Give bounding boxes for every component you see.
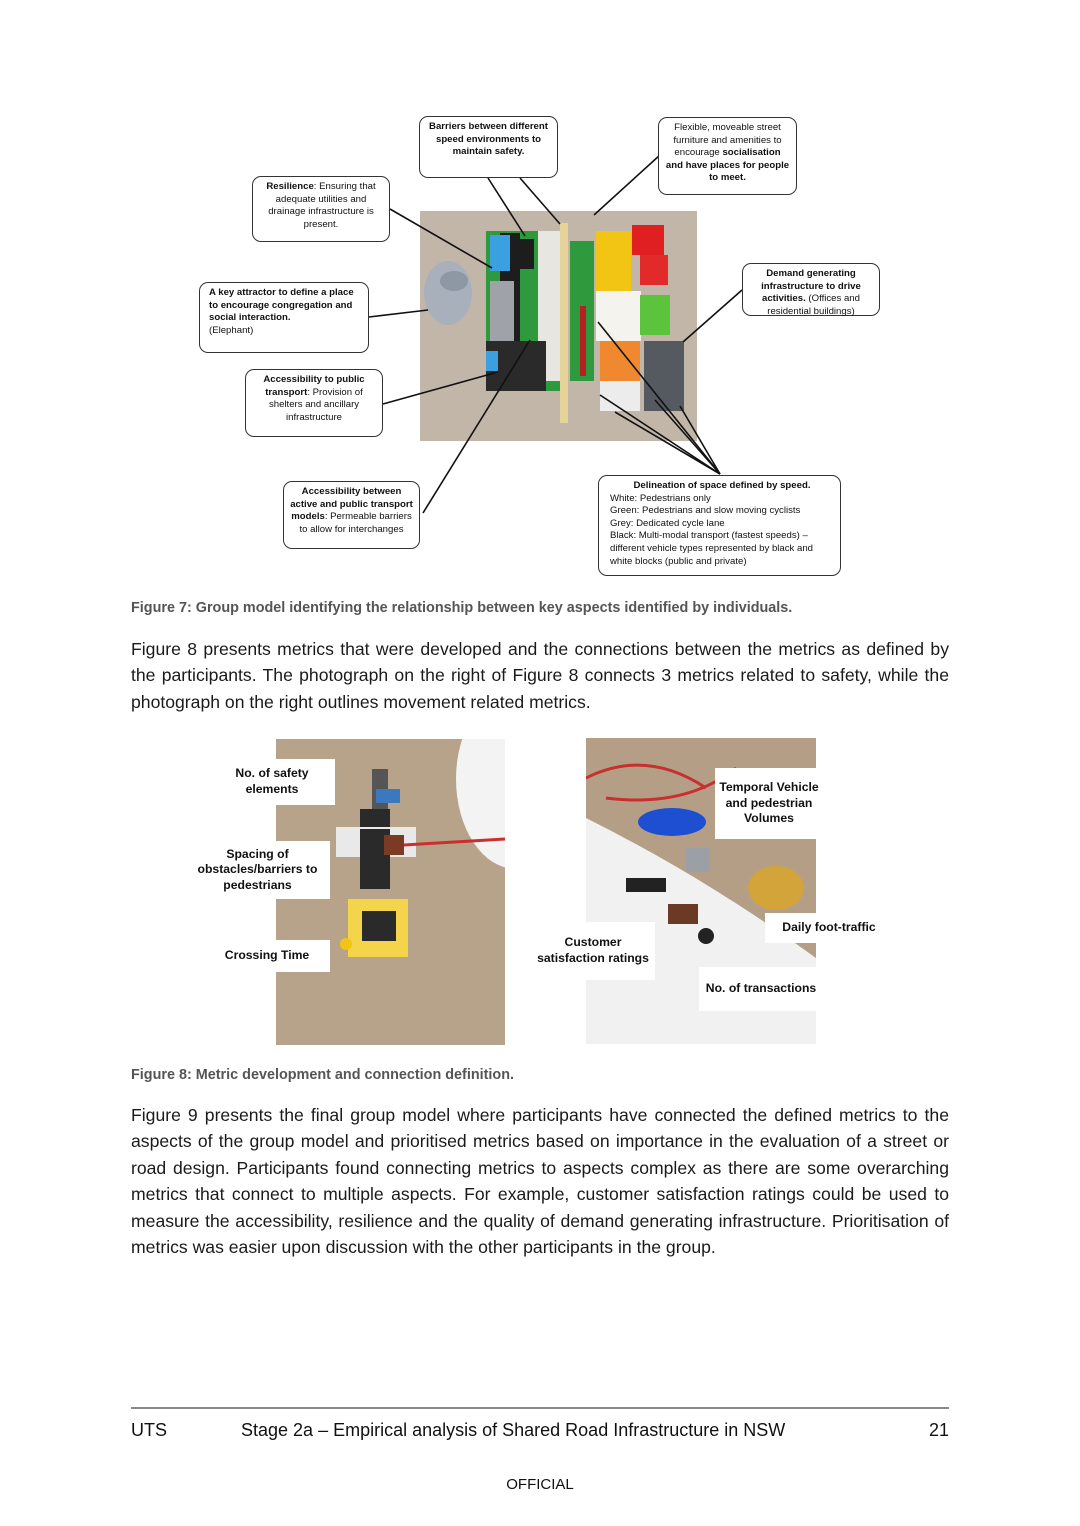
label-no-of-transactions: No. of transactions bbox=[699, 967, 823, 1011]
callout-resilience-text: : Ensuring that adequate utilities and drainage infrastructure is present. bbox=[268, 181, 376, 230]
callout-active-text: : Permeable barriers to allow for interchanges bbox=[299, 511, 412, 535]
paragraph-figure-9-description: Figure 9 presents the final group model where participants have connected the defined metrics to the aspects of the group model and prioritised metrics based on importance in the evaluation of a street or road design. Participants found connecting metrics to aspects complex as there are some overarching metrics that connect to multiple aspects. For example, customer satisfaction ratings could be used to measure the accessibility, resilience and the quality of demand generating infrastructure. Prioritisation of metrics was easier upon discussion with the other participants in the group. bbox=[131, 1105, 949, 1258]
label-daily-foot-traffic: Daily foot-traffic bbox=[765, 913, 893, 943]
callout-barriers-text: Barriers between different speed environments to maintain safety. bbox=[429, 121, 548, 158]
delineation-grey: Grey: Dedicated cycle lane bbox=[610, 517, 725, 529]
callout-active-bold: Accessibility between active and public transport models bbox=[290, 486, 413, 523]
figure-8-caption: Figure 8: Metric development and connection definition. bbox=[131, 1067, 514, 1083]
footer-classification: OFFICIAL bbox=[506, 1476, 574, 1493]
footer-document-title: Stage 2a – Empirical analysis of Shared Road Infrastructure in NSW bbox=[241, 1420, 786, 1440]
label-crossing-time: Crossing Time bbox=[204, 940, 330, 972]
footer-page-number: 21 bbox=[929, 1420, 950, 1440]
callout-public-transport-text: : Provision of shelters and ancillary infrastructure bbox=[268, 386, 363, 423]
footer-organisation: UTS bbox=[131, 1420, 167, 1440]
callout-resilience bbox=[252, 176, 390, 242]
figure-7-caption: Figure 7: Group model identifying the relationship between key aspects identified by individuals. bbox=[131, 600, 793, 616]
callout-delineation bbox=[598, 475, 841, 576]
callout-attractor-text: (Elephant) bbox=[209, 324, 254, 336]
callout-demand-bold: Demand generating infrastructure to drive activities. bbox=[761, 268, 861, 305]
callout-resilience-bold: Resilience bbox=[266, 181, 314, 192]
callout-flexible-bold: socialisation and have places for people to meet. bbox=[665, 147, 790, 184]
paragraph-figure-8-intro: Figure 8 presents metrics that were developed and the connections between the metrics as defined by the participants. The photograph on the right of Figure 8 connects 3 metrics related to safety, while the photograph on the right outlines movement related metrics. bbox=[131, 639, 949, 712]
delineation-title: Delineation of space defined by speed. bbox=[633, 480, 811, 491]
figure-7-connector-lines bbox=[0, 0, 1080, 620]
callout-barriers bbox=[419, 116, 558, 178]
footer-divider bbox=[131, 1407, 949, 1409]
delineation-black: Black: Multi-modal transport (fastest speeds) – different vehicle types represented by black and white blocks (public and private) bbox=[610, 530, 814, 567]
callout-key-attractor bbox=[199, 282, 369, 353]
callout-demand-text: (Offices and residential buildings) bbox=[767, 293, 860, 317]
callout-flexible-furniture bbox=[658, 117, 797, 195]
delineation-green: Green: Pedestrians and slow moving cyclists bbox=[610, 505, 801, 517]
callout-demand-generating bbox=[742, 263, 880, 316]
label-safety-elements: No. of safety elements bbox=[209, 759, 335, 805]
label-temporal-volumes: Temporal Vehicle and pedestrian Volumes bbox=[715, 768, 823, 839]
callout-attractor-bold: A key attractor to define a place to encourage congregation and social interaction. bbox=[209, 287, 354, 324]
callout-active-public-transport bbox=[283, 481, 420, 549]
callout-flexible-text: Flexible, moveable street furniture and amenities to encourage bbox=[673, 122, 782, 159]
label-spacing-obstacles: Spacing of obstacles/barriers to pedestrians bbox=[185, 841, 330, 899]
callout-public-transport-bold: Accessibility to public transport bbox=[263, 374, 365, 398]
delineation-white: White: Pedestrians only bbox=[610, 492, 711, 504]
callout-public-transport bbox=[245, 369, 383, 437]
label-customer-satisfaction: Customer satisfaction ratings bbox=[531, 922, 655, 980]
